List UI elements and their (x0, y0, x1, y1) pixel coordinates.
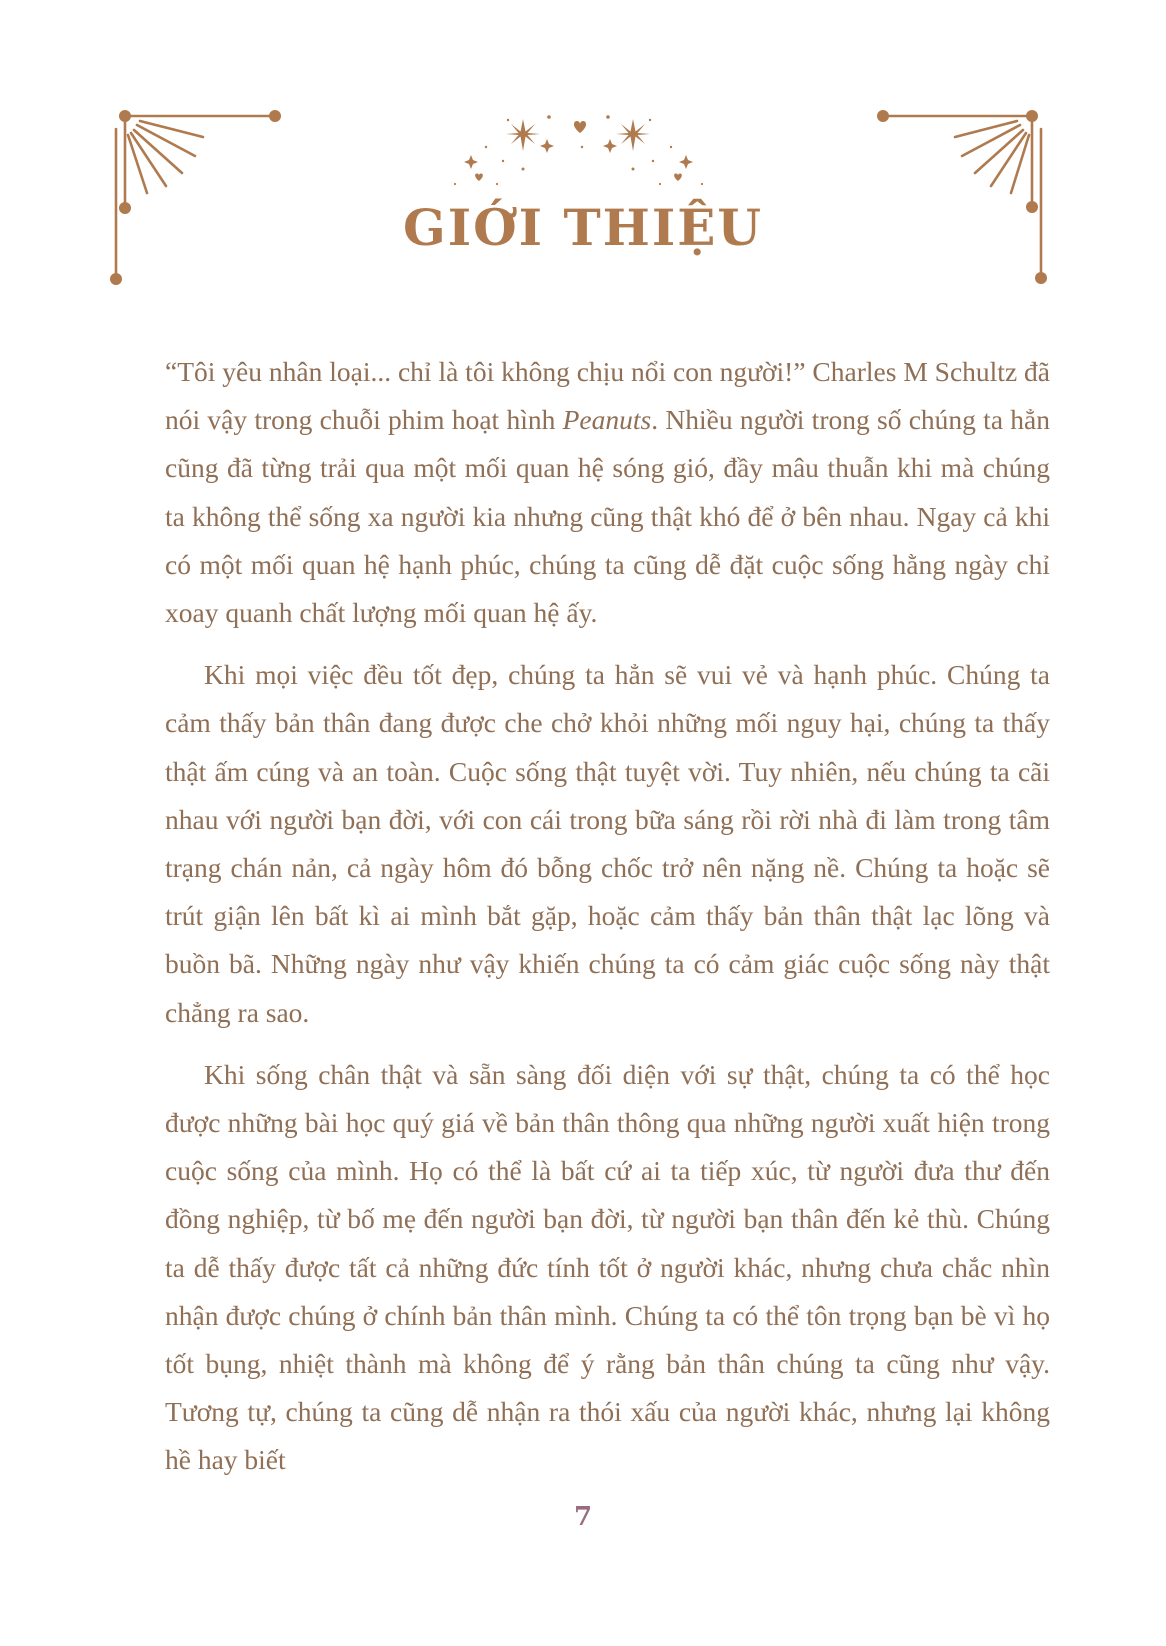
paragraph-3: Khi sống chân thật và sẵn sàng đối diện với sự thật, chúng ta có thể học được những bài học quý giá về bản thân thông qua những người xuất hiện trong cuộc sống của mình. Họ có thể là bất cứ ai ta tiếp xúc, từ người đưa thư đến đồng nghiệp, từ bố mẹ đến người bạn đời, từ người bạn thân đến kẻ thù. Chúng ta dễ thấy được tất cả những đức tính tốt ở người khác, nhưng chưa chắc nhìn nhận được chúng ở chính bản thân mình. Chúng ta có thể tôn trọng bạn bè vì họ tốt bụng, nhiệt thành mà không để ý rằng bản thân chúng ta cũng như vậy. Tương tự, chúng ta cũng dễ nhận ra thói xấu của người khác, nhưng lại không hề hay biết (165, 1058, 1050, 1476)
paragraph-2: Khi mọi việc đều tốt đẹp, chúng ta hẳn sẽ vui vẻ và hạnh phúc. Chúng ta cảm thấy bản thân đang được che chở khỏi những mối nguy hại, chúng ta thấy thật ấm cúng và an toàn. Cuộc sống thật tuyệt vời. Tuy nhiên, nếu chúng ta cãi nhau với người bạn đời, với con cái trong bữa sáng rồi rời nhà đi làm trong tâm trạng chán nản, cả ngày hôm đó bỗng chốc trở nên nặng nề. Chúng ta hoặc sẽ trút giận lên bất kì ai mình bắt gặp, hoặc cảm thấy bản thân thật lạc lõng và buồn bã. Những ngày như vậy khiến chúng ta có cảm giác cuộc sống này thật chẳng ra sao. (165, 659, 1050, 1028)
header-ornaments (0, 0, 1166, 320)
paragraph-1: “Tôi yêu nhân loại... chỉ là tôi không chịu nổi con người!” Charles M Schultz đã nói vậy trong chuỗi phim hoạt hình Peanuts. Nhiều người trong số chúng ta hẳn cũng đã từng trải qua một mối quan hệ sóng gió, đầy mâu thuẫn khi mà chúng ta không thể sống xa người kia nhưng cũng thật khó để ở bên nhau. Ngay cả khi có một mối quan hệ hạnh phúc, chúng ta cũng dễ đặt cuộc sống hằng ngày chỉ xoay quanh chất lượng mối quan hệ ấy. (165, 356, 1050, 629)
body-text (165, 348, 1050, 1485)
italic-title-peanuts: Peanuts (562, 404, 652, 436)
page-number: 7 (573, 1502, 593, 1532)
sparkles-icon (454, 115, 703, 185)
chapter-title: GIỚI THIỆU (403, 198, 763, 257)
